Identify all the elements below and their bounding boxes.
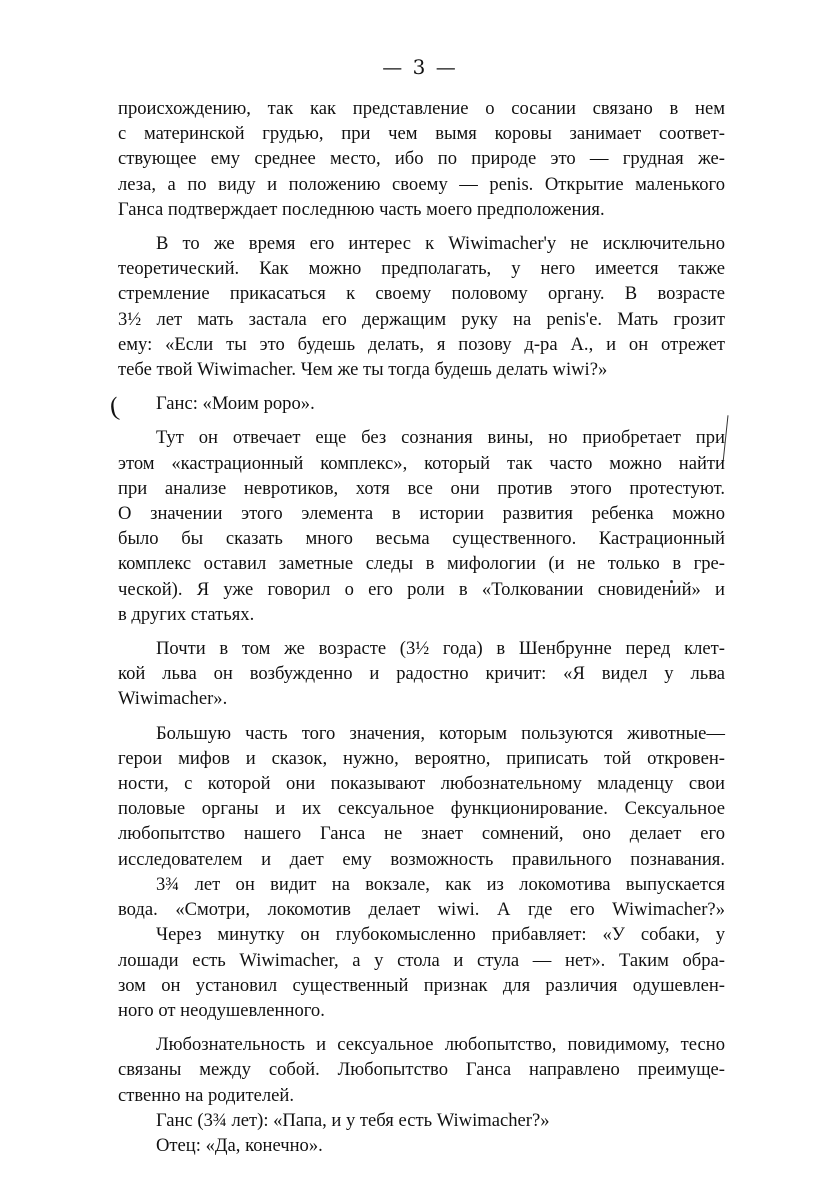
- paragraph: [118, 231, 725, 382]
- text-line: 3½ лет мать застала его держащим руку на penis'е. Мать грозит: [118, 308, 725, 330]
- text-line: ствующее ему среднее место, ибо по природе это — грудная же-: [118, 148, 725, 170]
- text-line: теоретический. Как можно предполагать, у него имеется также: [118, 258, 725, 280]
- text-line: Ганс: «Моим роро».: [156, 393, 315, 415]
- text-line: зом он установил существенный признак для различия одушевлен-: [118, 974, 725, 996]
- text-line: любопытство нашего Ганса не знает сомнений, оно делает его: [118, 823, 725, 845]
- margin-bracket-mark: (: [107, 391, 121, 422]
- text-line: леза, а по виду и положению своему — penis. Открытие маленького: [118, 173, 725, 195]
- text-line: ности, с которой они показывают любознательному младенцу свои: [118, 773, 725, 795]
- paragraph: [118, 425, 725, 627]
- text-line: Почти в том же возрасте (3½ года) в Шенбрунне перед клет-: [156, 638, 725, 660]
- paragraph: [118, 721, 725, 1023]
- text-line: стремление прикасаться к своему половому органу. В возрасте: [118, 283, 725, 305]
- body-text: [118, 96, 725, 1158]
- text-line: было бы сказать много весьма существенного. Кастрационный: [118, 528, 725, 550]
- page-number: — 3 —: [382, 55, 458, 79]
- text-line: Ганса подтверждает последнюю часть моего предположения.: [118, 198, 605, 220]
- text-line: Большую часть того значения, которым пользуются животные—: [156, 722, 725, 744]
- paragraph: [118, 636, 725, 712]
- text-line: ственно на родителей.: [118, 1084, 294, 1106]
- text-line: герои мифов и сказок, нужно, вероятно, приписать той откровен-: [118, 747, 725, 769]
- text-line: ему: «Если ты это будешь делать, я позову д-ра А., и он отрежет: [118, 333, 725, 355]
- text-line: Тут он отвечает еще без сознания вины, но приобретает при: [156, 427, 725, 449]
- text-line: Wiwimacher».: [118, 688, 228, 710]
- text-line: Ганс (3¾ лет): «Папа, и у тебя есть Wiwimacher?»: [156, 1109, 550, 1131]
- text-line: этом «кастрационный комплекс», который так часто можно найти: [118, 452, 725, 474]
- paragraph: [118, 96, 725, 222]
- paragraph: [118, 1108, 725, 1133]
- text-line: в других статьях.: [118, 603, 255, 625]
- text-line: кой льва он возбужденно и радостно кричит: «Я видел у льва: [118, 663, 725, 685]
- text-line: Отец: «Да, конечно».: [156, 1134, 323, 1156]
- text-line: Любознательность и сексуальное любопытство, повидимому, тесно: [156, 1034, 725, 1056]
- text-line: 3¾ лет он видит на вокзале, как из локомотива выпускается: [156, 873, 725, 895]
- text-line: происхождению, так как представление о сосании связано в нем: [118, 98, 725, 119]
- text-line: комплекс оставил заметные следы в мифологии (и не только в гре-: [118, 553, 725, 575]
- text-line: В то же время его интерес к Wiwimacher'у не исключительно: [156, 233, 725, 255]
- paragraph: [118, 391, 725, 416]
- text-line: лошади есть Wiwimacher, а у стола и стула — нет». Таким обра-: [118, 949, 725, 971]
- text-line: половые органы и их сексуальное функционирование. Сексуальное: [118, 798, 725, 820]
- text-line: исследователем и дает ему возможность правильного познавания.: [118, 848, 725, 870]
- paragraph: [118, 1133, 725, 1158]
- text-line: ного от неодушевленного.: [118, 999, 325, 1021]
- text-line: вода. «Смотри, локомотив делает wiwi. А где его Wiwimacher?»: [118, 899, 725, 921]
- text-line: при анализе невротиков, хотя все они против этого протестуют.: [118, 477, 725, 499]
- paragraph: [118, 1032, 725, 1108]
- text-line: Через минутку он глубокомысленно прибавляет: «У собаки, у: [156, 924, 725, 946]
- text-line: связаны между собой. Любопытство Ганса направлено преимуще-: [118, 1059, 725, 1081]
- text-line: тебе твой Wiwimacher. Чем же ты тогда будешь делать wiwi?»: [118, 359, 608, 381]
- text-line: с материнской грудью, при чем вымя коровы занимает соответ-: [118, 123, 725, 145]
- text-line: ческой). Я уже говорил о его роли в «Толковании сновидений» и: [118, 578, 725, 600]
- text-line: О значении этого элемента в истории развития ребенка можно: [118, 503, 725, 525]
